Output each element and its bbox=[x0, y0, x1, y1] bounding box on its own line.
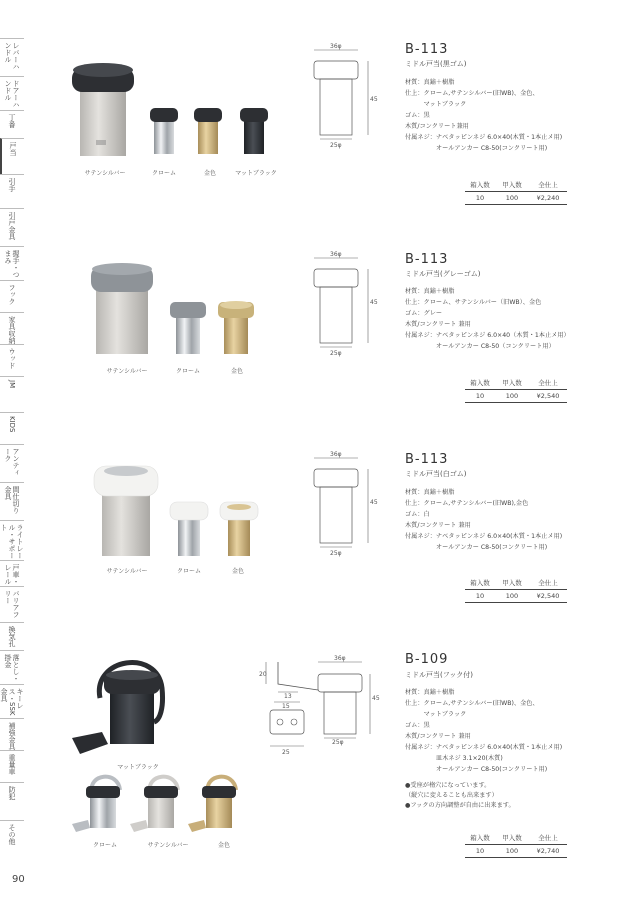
stopper-satin-hook bbox=[130, 777, 178, 832]
dim-width: 36φ bbox=[334, 655, 346, 662]
side-tab-item[interactable]: キーレス・SSK金具 bbox=[0, 684, 24, 718]
product-name: ミドル戸当(グレーゴム) bbox=[405, 270, 481, 278]
side-tab-item[interactable]: 引戸金具 bbox=[0, 208, 24, 246]
caption-gold: 金色 bbox=[230, 368, 244, 375]
caption-satin: サテンシルバー bbox=[106, 368, 148, 375]
dim-width: 36φ bbox=[330, 43, 342, 50]
side-tab-item[interactable]: 換気孔 bbox=[0, 622, 24, 650]
product-code: B-113 bbox=[405, 42, 449, 57]
product-code: B-113 bbox=[405, 252, 449, 267]
th-qty-pack: 甲入数 bbox=[502, 379, 522, 387]
dimension-drawing bbox=[306, 40, 386, 150]
th-price: 全仕上 bbox=[538, 579, 558, 587]
side-tab-item[interactable]: レバーハンドル bbox=[0, 38, 24, 76]
caption-gold: 金色 bbox=[217, 842, 231, 849]
dim-hook-w2: 15 bbox=[282, 703, 290, 710]
td-qty-pack: 100 bbox=[505, 194, 519, 202]
th-qty-in: 箱入数 bbox=[470, 834, 490, 842]
dim-base: 25φ bbox=[330, 350, 342, 357]
th-price: 全仕上 bbox=[538, 181, 558, 189]
product-photo-group bbox=[88, 462, 288, 572]
td-price: ¥2,240 bbox=[536, 194, 560, 202]
dim-height: 45 bbox=[370, 299, 378, 306]
stopper-chrome-hook bbox=[72, 777, 120, 832]
stopper-satin-large bbox=[94, 466, 158, 556]
side-tab-item[interactable]: 落とし・掛金 bbox=[0, 650, 24, 684]
caption-gold: 金色 bbox=[231, 568, 245, 575]
caption-chrome: クローム bbox=[175, 368, 201, 375]
td-qty-in: 10 bbox=[475, 592, 485, 600]
dim-height: 45 bbox=[370, 96, 378, 103]
td-qty-in: 10 bbox=[475, 194, 485, 202]
side-tab-item[interactable]: 防犯 bbox=[0, 782, 24, 820]
product-name: ミドル戸当(白ゴム) bbox=[405, 470, 467, 478]
td-qty-pack: 100 bbox=[505, 392, 519, 400]
side-tab-item[interactable]: 戸当 bbox=[0, 138, 24, 174]
side-tab-item[interactable]: アンティーク bbox=[0, 444, 24, 482]
caption-satin: サテンシルバー bbox=[106, 568, 148, 575]
price-table bbox=[465, 378, 567, 403]
stopper-gold-small bbox=[218, 301, 254, 354]
product-specs: 材質：真鍮＋樹脂 仕上：クローム、サテンシルバー（旧WB）、金色 ゴム：グレー 木質/コンクリート 兼用 付属ネジ：ナベタッピンネジ 6.0×40（木質・1本止メ用） オールアンカー C8-50（コンクリート用） bbox=[405, 288, 570, 350]
th-qty-in: 箱入数 bbox=[470, 579, 490, 587]
th-qty-pack: 甲入数 bbox=[502, 181, 522, 189]
stopper-satin-large bbox=[72, 63, 134, 156]
side-tab-item[interactable]: 戸車・レール bbox=[0, 560, 24, 586]
dim-width: 36φ bbox=[330, 251, 342, 258]
side-tab-item[interactable]: 間仕切り金具 bbox=[0, 482, 24, 520]
product-notes bbox=[405, 781, 515, 811]
td-qty-pack: 100 bbox=[505, 592, 519, 600]
product-code: B-109 bbox=[405, 652, 449, 667]
side-tab-item[interactable]: 引手 bbox=[0, 174, 24, 208]
dim-base: 25φ bbox=[330, 142, 342, 149]
note-3: ●フックの方向調整が自由に出来ます。 bbox=[405, 802, 515, 809]
dim-plate: 25 bbox=[282, 749, 290, 756]
note-2: （縦穴に変えることも出来ます） bbox=[405, 792, 498, 799]
stopper-chrome-small bbox=[170, 302, 206, 354]
dim-height: 45 bbox=[372, 695, 380, 702]
side-tab-item[interactable]: 握手・つまみ bbox=[0, 246, 24, 280]
note-1: ●受座が楕穴になっています。 bbox=[405, 782, 491, 789]
dimension-drawing bbox=[306, 448, 386, 558]
product-photo-main bbox=[62, 648, 192, 778]
td-qty-in: 10 bbox=[475, 847, 485, 855]
th-qty-pack: 甲入数 bbox=[502, 834, 522, 842]
caption-matte-black: マットブラック bbox=[117, 764, 159, 771]
price-table bbox=[465, 578, 567, 603]
dim-width: 36φ bbox=[330, 451, 342, 458]
product-specs: 材質：真鍮＋樹脂 仕上：クローム,サテンシルバー(旧WB)、金色、 マットブラック ゴム：黒 木質/コンクリート 兼用 付属ネジ：ナベタッピンネジ 6.0×40(木質・1本止メ用) 皿木ネジ 3.1×20(木質) オールアンカー C8-50(コンクリート用) bbox=[405, 689, 563, 773]
side-tab-item[interactable]: ドアーハンドル bbox=[0, 76, 24, 110]
caption-matte-black: マットブラック bbox=[235, 170, 277, 177]
product-name: ミドル戸当(黒ゴム) bbox=[405, 60, 467, 68]
side-tab-item[interactable]: その他 bbox=[0, 820, 24, 860]
td-price: ¥2,540 bbox=[536, 392, 560, 400]
caption-satin: サテンシルバー bbox=[84, 170, 126, 177]
product-specs: 材質：真鍮＋樹脂 仕上：クローム,サテンシルバー(旧WB),金色 ゴム：白 木質/コンクリート 兼用 付属ネジ：ナベタッピンネジ 6.0×40(木質・1本止メ用) オールアンカー C8-50(コンクリート用) bbox=[405, 489, 563, 551]
stopper-chrome-small bbox=[150, 108, 178, 154]
caption-chrome: クローム bbox=[176, 568, 202, 575]
side-tab-item[interactable]: ライトレール・サポート bbox=[0, 520, 24, 560]
th-qty-in: 箱入数 bbox=[470, 181, 490, 189]
td-price: ¥2,540 bbox=[536, 592, 560, 600]
dim-base: 25φ bbox=[332, 739, 344, 746]
side-tab-item[interactable]: フック bbox=[0, 280, 24, 312]
product-photo-group bbox=[66, 58, 296, 208]
side-tab-item[interactable]: ウッド bbox=[0, 344, 24, 376]
product-photo-group bbox=[88, 262, 288, 372]
dim-hook-height: 20 bbox=[259, 671, 267, 678]
th-qty-pack: 甲入数 bbox=[502, 579, 522, 587]
td-price: ¥2,740 bbox=[536, 847, 560, 855]
caption-gold: 金色 bbox=[203, 170, 217, 177]
product-name: ミドル戸当(フック付) bbox=[405, 671, 473, 679]
dim-hook-w1: 13 bbox=[284, 693, 292, 700]
td-qty-pack: 100 bbox=[505, 847, 519, 855]
price-table bbox=[465, 180, 567, 205]
th-price: 全仕上 bbox=[538, 834, 558, 842]
stopper-chrome-small bbox=[170, 502, 208, 556]
side-tab-item[interactable]: JM bbox=[0, 376, 24, 412]
dimension-drawing bbox=[306, 248, 386, 358]
stopper-gold-hook bbox=[188, 777, 236, 832]
td-qty-in: 10 bbox=[475, 392, 485, 400]
price-table bbox=[465, 833, 567, 858]
stopper-satin-large bbox=[91, 263, 153, 354]
caption-chrome: クローム bbox=[151, 170, 177, 177]
caption-chrome: クローム bbox=[92, 842, 118, 849]
dim-base: 25φ bbox=[330, 550, 342, 557]
product-code: B-113 bbox=[405, 452, 449, 467]
stopper-gold-small bbox=[194, 108, 222, 154]
dim-height: 45 bbox=[370, 499, 378, 506]
product-specs: 材質：真鍮＋樹脂 仕上：クローム,サテンシルバー(旧WB)、金色、 マットブラック ゴム：黒 木質/コンクリート兼用 付属ネジ：ナベタッピンネジ 6.0×40(木質・1本止メ用) オールアンカー C8-50(コンクリート用) bbox=[405, 79, 563, 152]
side-tab-item[interactable]: 補強金具 bbox=[0, 718, 24, 750]
stopper-black-small bbox=[240, 108, 268, 154]
dimension-drawing bbox=[258, 650, 388, 760]
side-tab-item[interactable]: 丁番 bbox=[0, 110, 24, 138]
side-tab-item[interactable]: 重量車 bbox=[0, 750, 24, 782]
side-tab-item[interactable]: バリアフリー bbox=[0, 586, 24, 622]
stopper-gold-small bbox=[220, 502, 258, 556]
side-tab-item[interactable]: KIDS bbox=[0, 412, 24, 444]
page-number: 90 bbox=[12, 874, 25, 885]
stopper-matte-black-with-hook bbox=[72, 663, 163, 754]
th-price: 全仕上 bbox=[538, 379, 558, 387]
th-qty-in: 箱入数 bbox=[470, 379, 490, 387]
product-photo-variants bbox=[68, 772, 268, 842]
caption-satin: サテンシルバー bbox=[147, 842, 189, 849]
side-tab-item[interactable]: 家具収納 bbox=[0, 312, 24, 344]
